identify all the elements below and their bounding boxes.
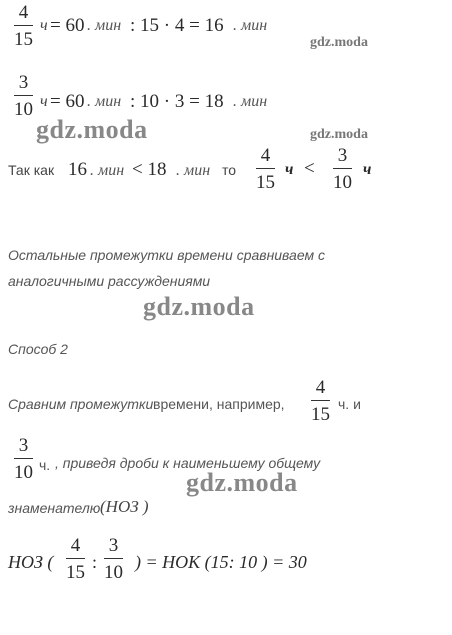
unit-hour: ч — [40, 17, 48, 34]
min-word: . мин — [176, 162, 211, 179]
fraction-3-10 — [104, 535, 123, 583]
numerator: 3 — [108, 535, 119, 556]
compare-16: 16 — [68, 159, 87, 180]
fraction-bar — [14, 25, 33, 26]
denominator: 10 — [14, 462, 33, 483]
min-word: . мин — [87, 17, 122, 34]
fraction-4-15 — [66, 535, 85, 583]
fraction-3-10 — [333, 145, 352, 193]
unit-hour: ч — [285, 161, 294, 178]
denominator: 15 — [14, 29, 33, 50]
fraction-4-15 — [14, 2, 33, 50]
watermark: gdz.moda — [186, 468, 298, 497]
fraction-bar — [256, 168, 275, 169]
denominator: 15 — [66, 562, 85, 583]
paragraph-line: Остальные промежутки времени сравниваем с — [8, 247, 325, 263]
numerator: 4 — [70, 535, 81, 556]
compare-prefix: Так как — [8, 162, 55, 178]
watermark: gdz.moda — [143, 292, 255, 321]
paragraph-part: знаменателю — [8, 500, 101, 516]
less-than: < — [304, 158, 315, 179]
fraction-bar — [66, 558, 85, 559]
abbr: (НОЗ ) — [100, 497, 149, 516]
denominator: 10 — [14, 99, 33, 120]
unit-hour: ч — [363, 161, 372, 178]
fraction-4-15 — [256, 145, 275, 193]
paragraph-part: времени, например, — [153, 396, 285, 412]
numerator: 3 — [337, 145, 348, 166]
min-end: . мин — [233, 93, 268, 110]
denominator: 15 — [311, 404, 330, 425]
calc-1: : 15 · 4 = 16 — [130, 15, 224, 36]
denominator: 10 — [104, 562, 123, 583]
denominator: 15 — [256, 172, 275, 193]
calc-2: : 10 · 3 = 18 — [130, 91, 224, 112]
watermark: gdz.moda — [36, 115, 148, 144]
fraction-bar — [333, 168, 352, 169]
numerator: 3 — [18, 435, 29, 456]
fraction-4-15 — [311, 377, 330, 425]
fraction-bar — [311, 400, 330, 401]
equals-60: = 60 — [50, 91, 85, 112]
fraction-bar — [14, 458, 33, 459]
numerator: 4 — [260, 145, 271, 166]
colon: : — [92, 552, 98, 572]
compare-to: то — [222, 162, 237, 178]
paragraph-part: , приведя дроби к наименьшему общему — [55, 455, 321, 471]
watermark: gdz.moda — [310, 127, 368, 142]
watermark: gdz.moda — [310, 35, 368, 50]
fraction-3-10 — [14, 72, 33, 120]
paragraph-part: Сравним промежутки — [8, 396, 154, 412]
numerator: 4 — [18, 2, 29, 23]
min-word: . мин — [87, 93, 122, 110]
method-heading: Способ 2 — [8, 341, 68, 357]
min-end: . мин — [233, 17, 268, 34]
min-word: . мин — [90, 162, 125, 179]
unit-text: ч. и — [338, 396, 361, 412]
denominator: 10 — [333, 172, 352, 193]
fraction-3-10 — [14, 435, 33, 483]
unit-text: ч. — [39, 457, 51, 473]
compare-lt-18: < 18 — [132, 159, 167, 180]
unit-hour: ч — [40, 93, 48, 110]
paragraph-line: аналогичными рассуждениями — [8, 273, 211, 289]
numerator: 3 — [18, 72, 29, 93]
equals-60: = 60 — [50, 15, 85, 36]
numerator: 4 — [315, 377, 326, 398]
fraction-bar — [104, 558, 123, 559]
fraction-bar — [14, 95, 33, 96]
formula-prefix: НОЗ ( — [8, 552, 54, 572]
formula-suffix: ) = НОК (15: 10 ) = 30 — [135, 552, 307, 572]
